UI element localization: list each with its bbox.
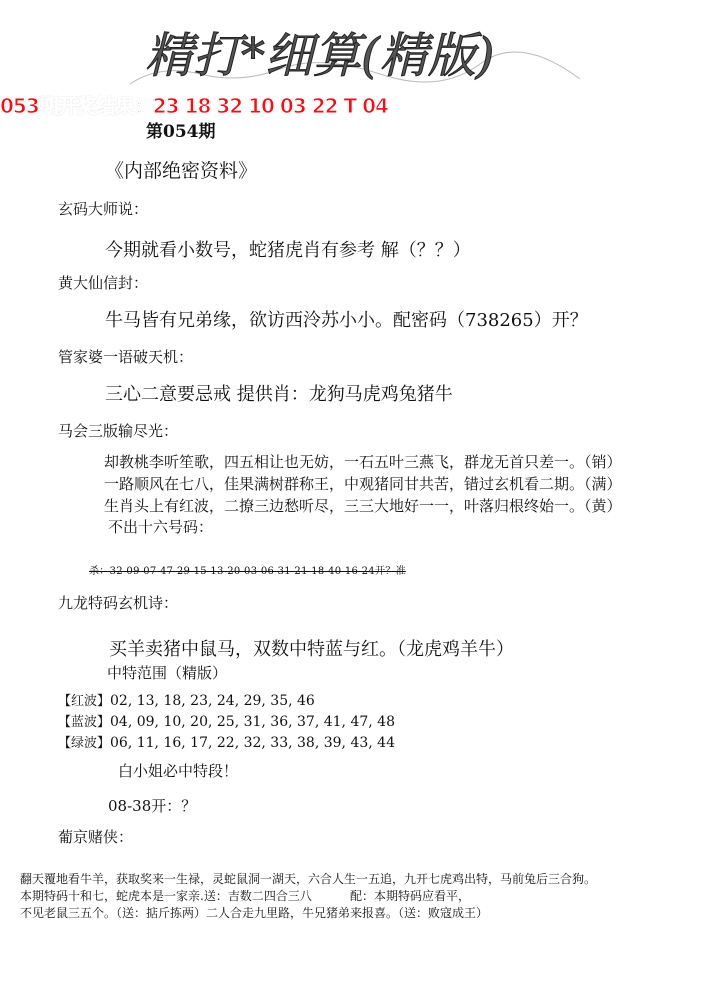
draw-result: 053期开奖结果：23 18 32 10 03 22 T 04	[0, 94, 388, 118]
kill-numbers: 杀：32 09 07 47 29 15 13 20 03 06 31 21 18 40 16 24开？准	[89, 566, 406, 577]
pujing-line: 不见老鼠三五个。（送：掂斤拣两）二人合走九里路，牛兄猪弟来报喜。（送：败寇成王）	[20, 906, 489, 920]
title-banner	[120, 4, 590, 104]
huang-text: 牛马皆有兄弟缘，欲访西泠苏小小。配密码（738265）开？	[105, 310, 588, 331]
jiulong-label: 九龙特码玄机诗：	[58, 594, 179, 612]
wave-numbers: 04, 09, 10, 20, 25, 31, 36, 37, 41, 47, 48	[110, 714, 395, 730]
poem-line: 生肖头上有红波，二撩三边愁听尽，三三大地好一一，叶落归根终始一。（黄）	[104, 497, 622, 515]
banner-graphic	[120, 4, 590, 104]
wave-tag: 【红波】	[58, 694, 111, 709]
pujing-line: 翻天覆地看牛羊，获取奖来一生禄，灵蛇鼠洞一湖天，六合人生一五追，九开七虎鸡出特，马前兔后三合狗。	[20, 872, 597, 886]
wave-row	[58, 732, 395, 751]
wave-numbers: 02, 13, 18, 23, 24, 29, 35, 46	[110, 693, 315, 709]
pujing-label: 葡京赌侠：	[58, 828, 134, 846]
pujing-line: 本期特码十和七，蛇虎本是一家亲.送：吉数二四合三八 配：本期特码应看平，	[20, 889, 470, 903]
white-special: 白小姐必中特段！	[118, 762, 239, 780]
mahui-poem	[104, 451, 622, 517]
poem-line: 却教桃李听笙歌，四五相让也无妨，一石五叶三燕飞，群龙无首只差一。（销）	[104, 453, 622, 471]
guanjia-text: 三心二意要忌戒 提供肖：龙狗马虎鸡兔猪牛	[105, 384, 453, 405]
mahui-extra: 不出十六号码：	[108, 518, 214, 536]
mahui-label: 马会三版输尽光：	[58, 422, 179, 440]
wave-tag: 【绿波】	[58, 736, 111, 751]
banner-title: 精打*细算(精版)	[145, 28, 495, 84]
poem-line: 一路顺风在七八，佳果满树群称王，中观猪同甘共苦，错过玄机看二期。（满）	[104, 475, 622, 493]
jiulong-poem: 买羊卖猪中鼠马，双数中特蓝与红。（龙虎鸡羊牛）	[109, 639, 514, 660]
pujing-text	[20, 871, 596, 922]
wave-numbers: 06, 11, 16, 17, 22, 32, 33, 38, 39, 43, 44	[110, 735, 395, 751]
wave-tag: 【蓝波】	[58, 715, 111, 730]
guanjia-label: 管家婆一语破天机：	[58, 348, 194, 366]
doc-title: 《内部绝密资料》	[105, 160, 258, 182]
wave-row	[58, 690, 315, 709]
xuanma-text: 今期就看小数号，蛇猪虎肖有参考 解（？？）	[105, 240, 471, 261]
issue-number: 第054期	[146, 122, 216, 142]
segment: 08-38开：？	[108, 797, 197, 815]
range-title: 中特范围（精版）	[107, 664, 228, 682]
huang-label: 黄大仙信封：	[58, 274, 149, 292]
wave-row	[58, 711, 395, 730]
xuanma-label: 玄码大师说：	[58, 200, 149, 218]
